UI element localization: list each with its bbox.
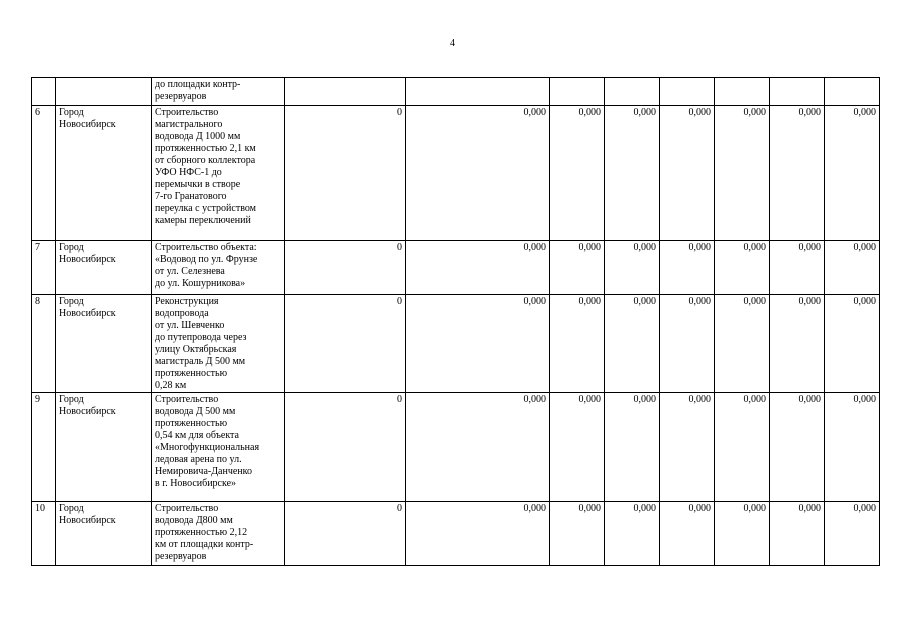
- row-number: 8: [32, 295, 56, 393]
- row-city: [56, 78, 152, 106]
- row-number: [32, 78, 56, 106]
- row-description: Строительство водовода Д800 мм протяженностью 2,12 км от площадки контр- резервуаров: [152, 502, 285, 566]
- row-city: Город Новосибирск: [56, 502, 152, 566]
- row-zero-value: [285, 78, 406, 106]
- row-city: Город Новосибирск: [56, 106, 152, 241]
- row-value: 0,000: [770, 241, 825, 295]
- row-value: 0,000: [770, 393, 825, 502]
- row-value: 0,000: [605, 106, 660, 241]
- row-value: 0,000: [825, 502, 880, 566]
- row-value: 0,000: [825, 393, 880, 502]
- row-value: 0,000: [825, 106, 880, 241]
- row-description: до площадки контр- резервуаров: [152, 78, 285, 106]
- row-zero-value: 0: [285, 393, 406, 502]
- row-value: 0,000: [770, 106, 825, 241]
- row-description: Строительство магистрального водовода Д 1000 мм протяженностью 2,1 км от сборного коллектора УФО НФС-1 до перемычки в створе 7-го Гранатового переулка с устройством камеры переключений: [152, 106, 285, 241]
- row-city: Город Новосибирск: [56, 241, 152, 295]
- row-value: 0,000: [715, 393, 770, 502]
- row-value: 0,000: [550, 502, 605, 566]
- row-value: 0,000: [406, 106, 550, 241]
- row-value: 0,000: [660, 241, 715, 295]
- row-description: Строительство водовода Д 500 мм протяженностью 0,54 км для объекта «Многофункциональная ледовая арена по ул. Немировича-Данченко в г. Новосибирске»: [152, 393, 285, 502]
- row-value: [605, 78, 660, 106]
- row-zero-value: 0: [285, 295, 406, 393]
- row-city: Город Новосибирск: [56, 393, 152, 502]
- row-value: [770, 78, 825, 106]
- row-number: 6: [32, 106, 56, 241]
- investment-table: [31, 77, 905, 566]
- table-row: [32, 241, 905, 295]
- row-value: [406, 78, 550, 106]
- row-value: 0,000: [406, 295, 550, 393]
- row-value: 0,000: [550, 106, 605, 241]
- row-value: [550, 78, 605, 106]
- row-value: 0,000: [406, 393, 550, 502]
- row-value: 0,000: [660, 393, 715, 502]
- row-value: 0,000: [406, 241, 550, 295]
- row-value: 0,000: [605, 295, 660, 393]
- row-zero-value: 0: [285, 106, 406, 241]
- row-value: 0,000: [770, 502, 825, 566]
- row-value: [660, 78, 715, 106]
- row-zero-value: 0: [285, 241, 406, 295]
- row-value: 0,000: [406, 502, 550, 566]
- row-city: Город Новосибирск: [56, 295, 152, 393]
- row-zero-value: 0: [285, 502, 406, 566]
- row-value: 0,000: [605, 241, 660, 295]
- row-value: [715, 78, 770, 106]
- table-row: [32, 295, 905, 393]
- row-description: Строительство объекта: «Водовод по ул. Фрунзе от ул. Селезнева до ул. Кошурникова»: [152, 241, 285, 295]
- row-number: 9: [32, 393, 56, 502]
- row-value: 0,000: [770, 295, 825, 393]
- row-value: 0,000: [715, 295, 770, 393]
- row-value: 0,000: [660, 106, 715, 241]
- row-value: 0,000: [715, 502, 770, 566]
- row-value: 0,000: [825, 295, 880, 393]
- row-value: 0,000: [605, 502, 660, 566]
- row-value: 0,000: [660, 502, 715, 566]
- table-row: [32, 502, 905, 566]
- row-value: 0,000: [715, 241, 770, 295]
- row-value: 0,000: [550, 393, 605, 502]
- table-body: [32, 78, 905, 566]
- row-value: 0,000: [550, 295, 605, 393]
- table-row: [32, 78, 905, 106]
- row-number: 7: [32, 241, 56, 295]
- table-row: [32, 393, 905, 502]
- row-value: 0,000: [715, 106, 770, 241]
- row-value: 0,000: [825, 241, 880, 295]
- row-value: 0,000: [550, 241, 605, 295]
- row-number: 10: [32, 502, 56, 566]
- row-description: Реконструкция водопровода от ул. Шевченко до путепровода через улицу Октябрьская магистраль Д 500 мм протяженностью 0,28 км: [152, 295, 285, 393]
- row-value: 0,000: [660, 295, 715, 393]
- row-value: [825, 78, 880, 106]
- table-row: [32, 106, 905, 241]
- page-number: 4: [450, 38, 455, 49]
- row-value: 0,000: [605, 393, 660, 502]
